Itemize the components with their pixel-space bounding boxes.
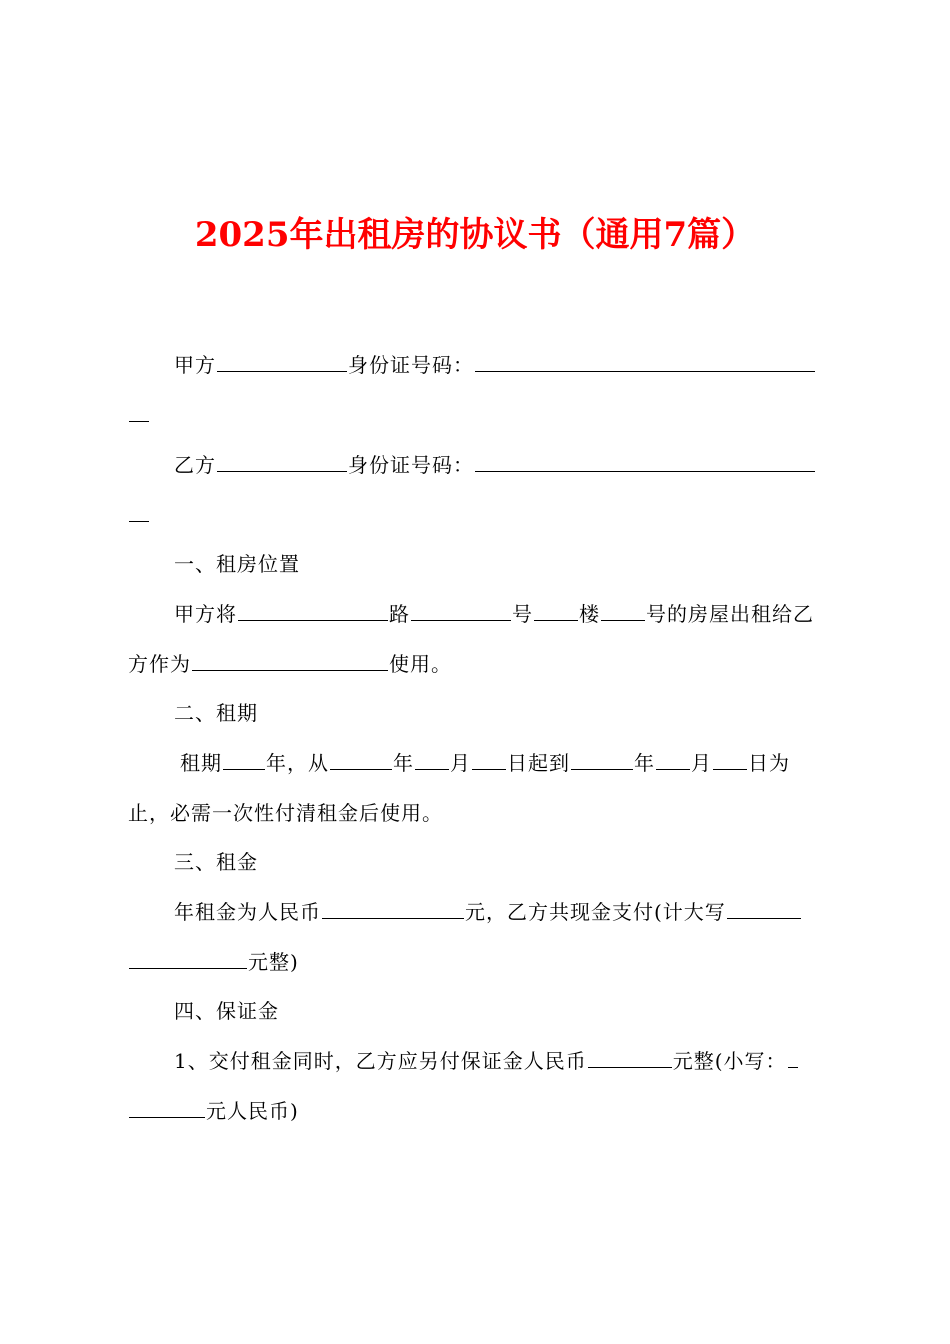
section3-text-a: 年租金为人民币 [174, 900, 321, 924]
party-a-id-label: 身份证号码： [348, 353, 474, 377]
room-blank [601, 600, 645, 621]
section2-text-b: 年，从 [266, 751, 329, 775]
party-b-id-blank-tail [129, 501, 149, 522]
section2-line1 [180, 748, 832, 778]
section2-text-e: 日起到 [507, 751, 570, 775]
rent-uppercase-blank [727, 898, 801, 919]
section1-text-e: 号的房屋出租给乙 [646, 602, 814, 626]
section4-line1 [174, 1046, 832, 1076]
section1-text-b: 路 [389, 602, 410, 626]
section3-text-b: 元，乙方共现金支付(计大写 [465, 900, 726, 924]
section2-heading: 二、租期 [174, 701, 258, 725]
start-day-blank [472, 749, 506, 770]
rent-uppercase-blank-tail [129, 948, 247, 969]
section3-line1 [174, 897, 832, 927]
party-a-label: 甲方 [174, 353, 216, 377]
term-years-blank [223, 749, 265, 770]
party-b-line [174, 450, 832, 480]
section1-text-d: 楼 [579, 602, 600, 626]
party-b-line-continued [128, 500, 832, 530]
section2-text-f: 年 [634, 751, 655, 775]
road-blank [238, 600, 388, 621]
section1-text-f: 方作为 [128, 652, 191, 676]
section4-text-c: 元人民币) [206, 1099, 299, 1123]
party-b-label: 乙方 [174, 453, 216, 477]
party-a-name-blank [217, 351, 347, 372]
party-a-id-blank [475, 351, 815, 372]
end-day-blank [713, 749, 747, 770]
deposit-lowercase-blank-tail [129, 1097, 205, 1118]
deposit-lowercase-blank [788, 1047, 798, 1068]
section1-text-c: 号 [512, 602, 533, 626]
section2-text-a: 租期 [180, 751, 222, 775]
party-b-id-blank [475, 451, 815, 472]
section3-line2 [128, 947, 832, 977]
building-blank [534, 600, 578, 621]
section2-text-h: 日为 [748, 751, 790, 775]
section1-line1 [174, 599, 832, 629]
section1-line2 [128, 649, 832, 679]
end-month-blank [656, 749, 690, 770]
party-b-name-blank [217, 451, 347, 472]
road-number-blank [411, 600, 511, 621]
section2-line2: 止，必需一次性付清租金后使用。 [128, 801, 443, 825]
section3-heading: 三、租金 [174, 850, 258, 874]
section3-text-c: 元整) [248, 950, 299, 974]
party-b-id-label: 身份证号码： [348, 453, 474, 477]
party-a-line [174, 350, 832, 380]
party-a-id-blank-tail [129, 401, 149, 422]
section1-text-a: 甲方将 [174, 602, 237, 626]
section4-text-b: 元整(小写： [672, 1049, 787, 1073]
end-year-blank [571, 749, 633, 770]
annual-rent-blank [322, 898, 464, 919]
section2-text-d: 月 [450, 751, 471, 775]
section4-line2 [128, 1096, 832, 1126]
section2-text-c: 年 [393, 751, 414, 775]
start-month-blank [415, 749, 449, 770]
document-title: 2025年出租房的协议书（通用7篇） [194, 215, 756, 255]
section2-text-g: 月 [691, 751, 712, 775]
section1-text-g: 使用。 [389, 652, 452, 676]
start-year-blank [330, 749, 392, 770]
deposit-blank [588, 1047, 672, 1068]
section1-heading: 一、租房位置 [174, 552, 300, 576]
usage-blank [192, 650, 388, 671]
party-a-line-continued [128, 400, 832, 430]
section4-text-a: 1、交付租金同时，乙方应另付保证金人民币 [174, 1049, 587, 1073]
section4-heading: 四、保证金 [174, 999, 279, 1023]
